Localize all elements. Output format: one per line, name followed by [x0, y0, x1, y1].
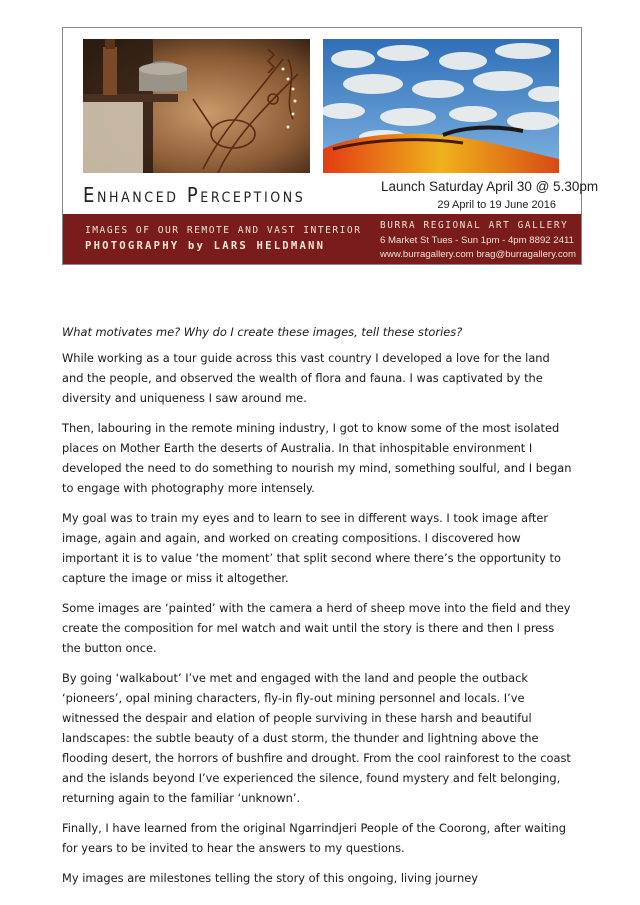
paragraph: Finally, I have learned from the original Ngarrindjeri People of the Coorong, after waiting for years to be invited to hear the answers to my questions. [62, 821, 566, 855]
paragraph: My goal was to train my eyes and to learn to see in different ways. I took image after image, again and again, and worked on creating compositions. I discovered how important it is to value ‘the moment’ that split second where there’s the opportunity to capture the image or miss it altogether. [62, 511, 561, 585]
paragraph: My images are milestones telling the story of this ongoing, living journey [62, 871, 478, 885]
exhibition-flyer [62, 27, 599, 265]
gallery-name: BURRA REGIONAL ART GALLERY [380, 220, 569, 231]
article-body [62, 322, 572, 898]
exhibition-dates: 29 April to 19 June 2016 [437, 199, 556, 211]
paragraph: While working as a tour guide across this vast country I developed a love for the land and the people, and observed the wealth of flora and fauna. I was captivated by the diversity and uniqueness I saw around me. [62, 351, 550, 405]
paragraph: Then, labouring in the remote mining industry, I got to know some of the most isolated places on Mother Earth the deserts of Australia. In that inhospitable environment I developed the need to do something to nourish my mind, something soulful, and I began to engage with photography more intensely. [62, 421, 572, 495]
flyer-subtitle: IMAGES OF OUR REMOTE AND VAST INTERIOR [85, 225, 362, 236]
launch-date: Launch Saturday April 30 @ 5.30pm [381, 179, 599, 194]
article-question: What motivates me? Why do I create these images, tell these stories? [62, 325, 463, 339]
aboriginal-art-wall-photo [83, 39, 310, 173]
exhibition-title: Enhanced Perceptions [83, 183, 306, 207]
gallery-web-email: www.burragallery.com brag@burragallery.com [380, 249, 576, 260]
paragraph: Some images are ‘painted’ with the camera a herd of sheep move into the field and they create the composition for meI watch and wait until the story is there and then I press the button once. [62, 601, 571, 655]
gallery-address-hours: 6 Market St Tues - Sun 1pm - 4pm 8892 2411 [380, 235, 574, 246]
flyer-info-band [63, 214, 581, 264]
photographer-credit: PHOTOGRAPHY by LARS HELDMANN [85, 240, 326, 252]
paragraph: By going ‘walkabout’ I’ve met and engaged with the land and people the outback ‘pioneers’, opal mining characters, fly-in fly-out mining personnel and locals. I’ve witnessed the despair and elation of people surviving in these harsh and beautiful landscapes: the subtle beauty of a dust storm, the thunder and lightning above the flooding desert, the horrors of bushfire and drought. From the cool rainforest to the coast and the islands beyond I’ve experienced the silence, found mystery and felt belonging, returning again to the familiar ‘unknown’. [62, 671, 571, 805]
clouds-over-car-photo [323, 39, 559, 173]
